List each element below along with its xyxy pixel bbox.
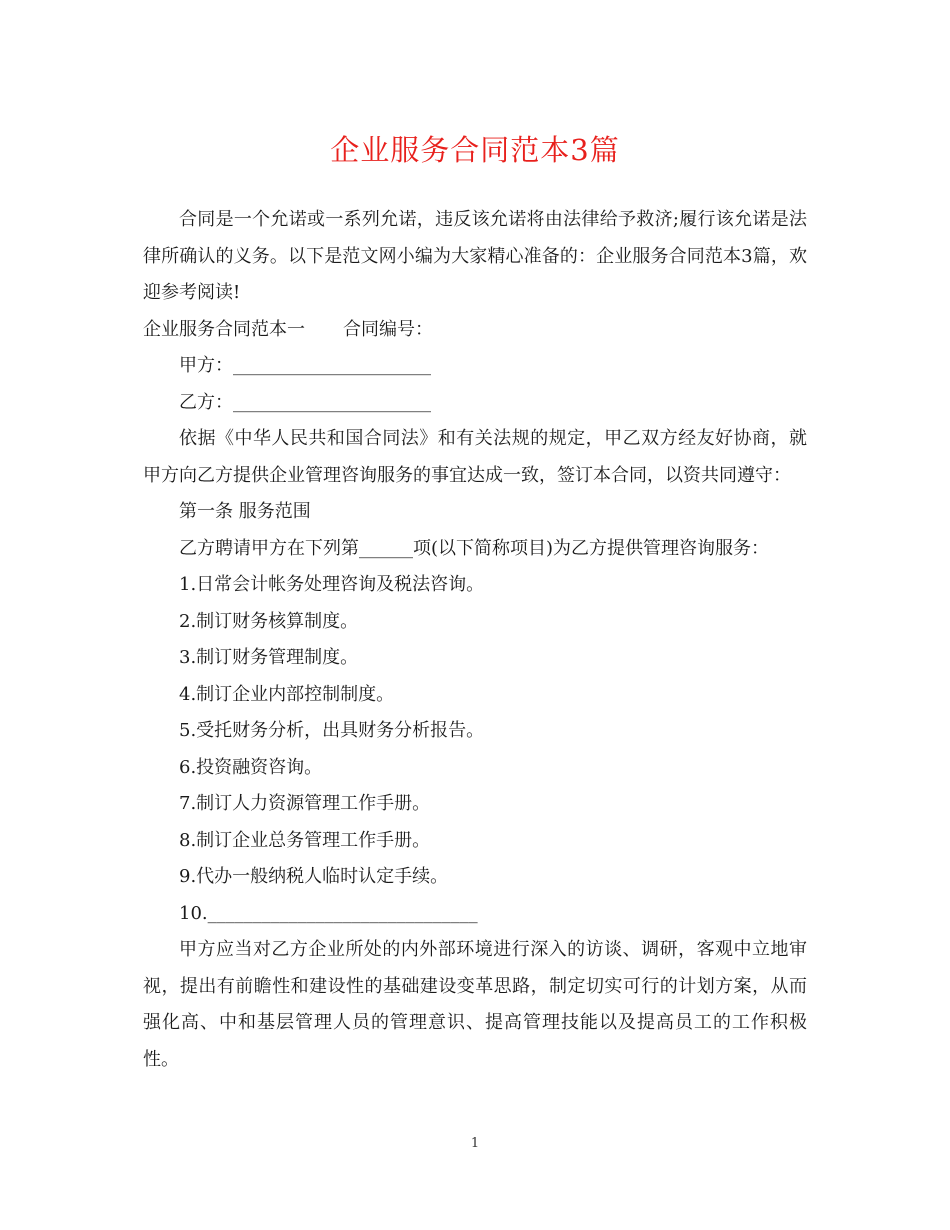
- list-item: 2.制订财务核算制度。: [179, 610, 359, 632]
- closing-paragraph: 甲方应当对乙方企业所处的内外部环境进行深入的访谈、调研，客观中立地审视，提出有前瞻性和建设性的基础建设变革思路，制定切实可行的计划方案，从而强化高、中和基层管理人员的管理意识、提高管理技能以及提高员工的工作积极性。: [143, 939, 807, 1070]
- list-item: 6.投资融资咨询。: [179, 756, 323, 778]
- list-item: 3.制订财务管理制度。: [179, 647, 359, 668]
- document-body: [143, 202, 807, 1078]
- list-item: 1.日常会计帐务处理咨询及税法咨询。: [179, 574, 485, 595]
- scope-intro: 乙方聘请甲方在下列第______项(以下简称项目)为乙方提供管理咨询服务：: [179, 537, 770, 559]
- section-heading-line: [143, 312, 807, 349]
- intro-paragraph: 合同是一个允诺或一系列允诺，违反该允诺将由法律给予救济;履行该允诺是法律所确认的义务。以下是范文网小编为大家精心准备的：企业服务合同范本3篇，欢迎参考阅读!: [143, 209, 807, 303]
- list-item: 5.受托财务分析，出具财务分析报告。: [179, 720, 485, 741]
- section-heading: 企业服务合同范本一: [143, 318, 305, 340]
- party-a-line: 甲方：______________________: [179, 355, 431, 376]
- document-title: 企业服务合同范本3篇: [330, 133, 620, 167]
- list-item: 8.制订企业总务管理工作手册。: [179, 829, 431, 851]
- page-number: 1: [470, 1136, 480, 1151]
- contract-number-label: 合同编号：: [343, 318, 433, 340]
- list-item: 9.代办一般纳税人临时认定手续。: [179, 866, 449, 887]
- list-item: 10.______________________________: [179, 902, 478, 924]
- article-one-heading: 第一条 服务范围: [179, 501, 311, 522]
- list-item: 7.制订人力资源管理工作手册。: [179, 793, 431, 814]
- basis-paragraph: 依据《中华人民共和国合同法》和有关法规的规定，甲乙双方经友好协商，就甲方向乙方提供企业管理咨询服务的事宜达成一致，签订本合同，以资共同遵守：: [143, 428, 807, 486]
- list-item: 4.制订企业内部控制制度。: [179, 683, 395, 705]
- party-b-line: 乙方：______________________: [179, 391, 431, 413]
